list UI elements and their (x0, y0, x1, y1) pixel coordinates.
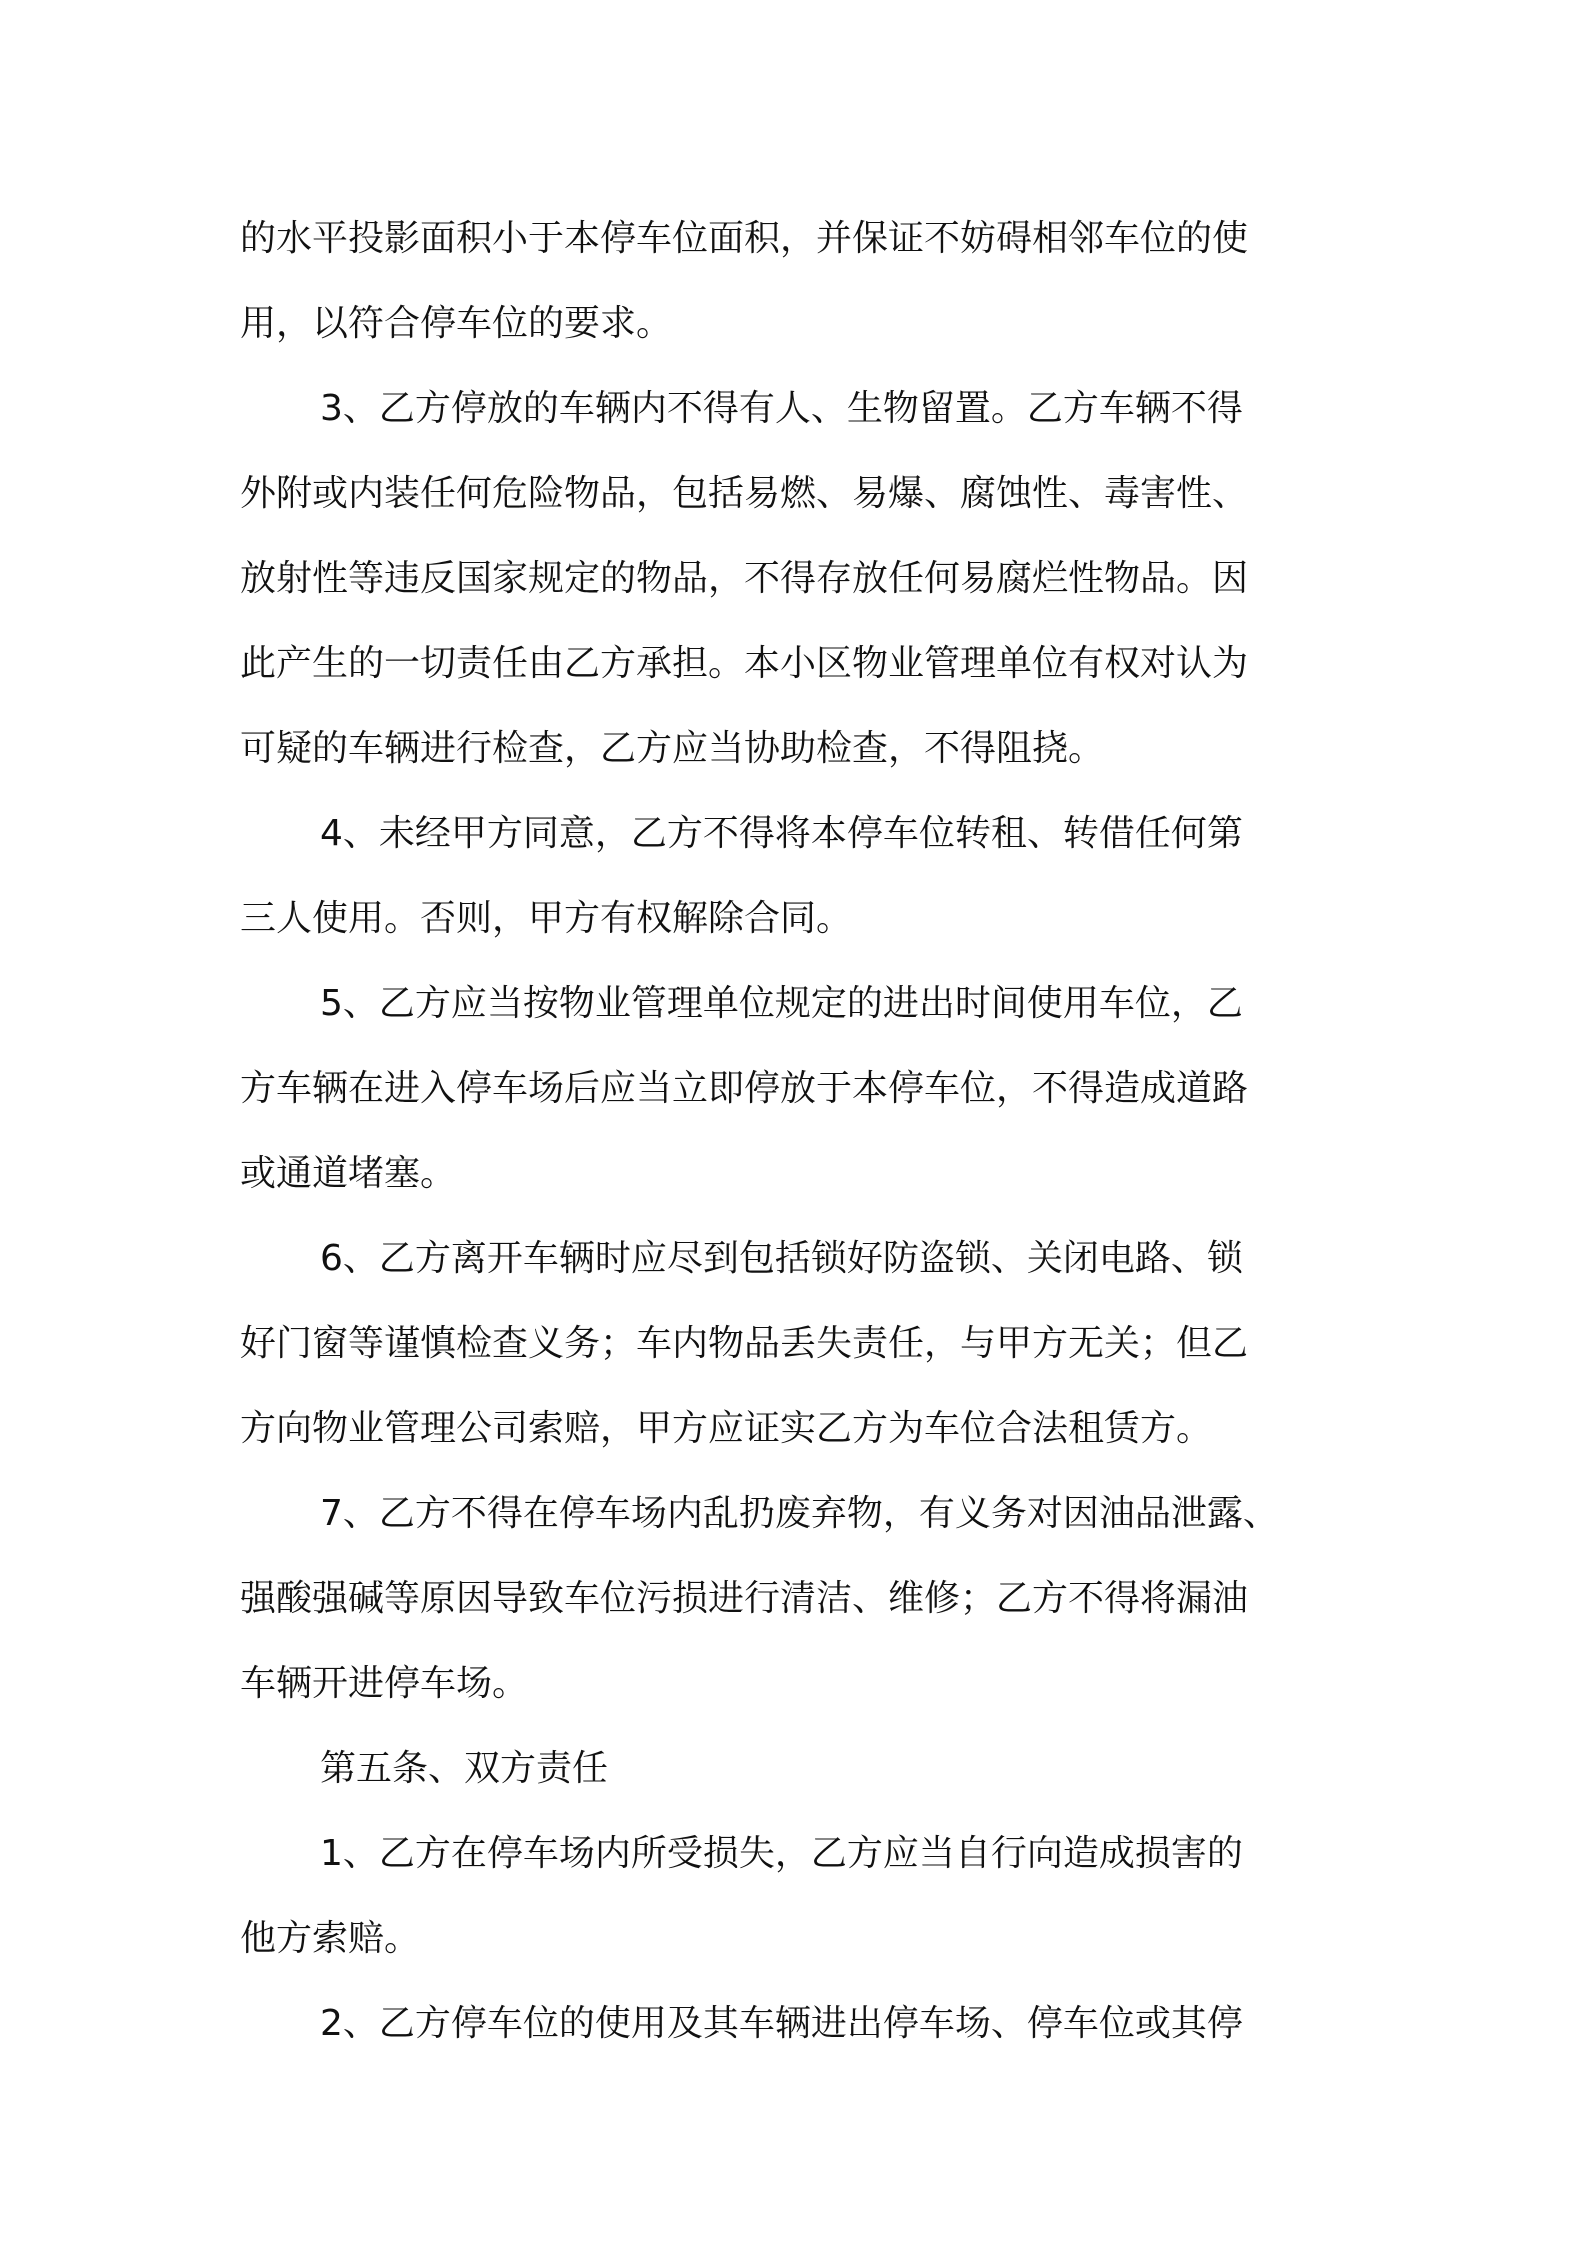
paragraph-clause-4 (240, 791, 1370, 961)
text-line: 6、乙方离开车辆时应尽到包括锁好防盗锁、关闭电路、锁 (320, 1238, 1243, 1279)
text-line: 可疑的车辆进行检查，乙方应当协助检查，不得阻挠。 (240, 728, 1105, 769)
text-line: 方车辆在进入停车场后应当立即停放于本停车位，不得造成道路 (240, 1068, 1249, 1109)
text-line: 的水平投影面积小于本停车位面积，并保证不妨碍相邻车位的使 (240, 218, 1249, 259)
text-line: 或通道堵塞。 (240, 1153, 457, 1194)
paragraph-liability-2 (240, 1981, 1370, 2066)
text-line: 3、乙方停放的车辆内不得有人、生物留置。乙方车辆不得 (320, 388, 1243, 429)
paragraph-liability-1 (240, 1811, 1370, 1981)
paragraph-clause-5 (240, 961, 1370, 1216)
paragraph-clause-7 (240, 1471, 1370, 1726)
text-line: 他方索赔。 (240, 1918, 421, 1959)
text-line: 7、乙方不得在停车场内乱扔废弃物，有义务对因油品泄露、 (320, 1493, 1279, 1534)
text-line: 2、乙方停车位的使用及其车辆进出停车场、停车位或其停 (320, 2003, 1243, 2044)
text-line: 外附或内装任何危险物品，包括易燃、易爆、腐蚀性、毒害性、 (240, 473, 1249, 514)
text-line: 此产生的一切责任由乙方承担。本小区物业管理单位有权对认为 (240, 643, 1249, 684)
paragraph-continuation (240, 196, 1370, 366)
paragraph-clause-6 (240, 1216, 1370, 1471)
text-line: 4、未经甲方同意，乙方不得将本停车位转租、转借任何第 (320, 813, 1243, 854)
heading-line: 第五条、双方责任 (320, 1748, 609, 1789)
text-line: 用，以符合停车位的要求。 (240, 303, 673, 344)
text-line: 1、乙方在停车场内所受损失，乙方应当自行向造成损害的 (320, 1833, 1243, 1874)
text-line: 强酸强碱等原因导致车位污损进行清洁、维修；乙方不得将漏油 (240, 1578, 1249, 1619)
document-body (240, 196, 1370, 2066)
text-line: 放射性等违反国家规定的物品，不得存放任何易腐烂性物品。因 (240, 558, 1249, 599)
section-heading (240, 1726, 1370, 1811)
text-line: 5、乙方应当按物业管理单位规定的进出时间使用车位，乙 (320, 983, 1243, 1024)
text-line: 方向物业管理公司索赔，甲方应证实乙方为车位合法租赁方。 (240, 1408, 1213, 1449)
text-line: 三人使用。否则，甲方有权解除合同。 (240, 898, 853, 939)
paragraph-clause-3 (240, 366, 1370, 791)
text-line: 好门窗等谨慎检查义务；车内物品丢失责任，与甲方无关；但乙 (240, 1323, 1249, 1364)
text-line: 车辆开进停车场。 (240, 1663, 529, 1704)
